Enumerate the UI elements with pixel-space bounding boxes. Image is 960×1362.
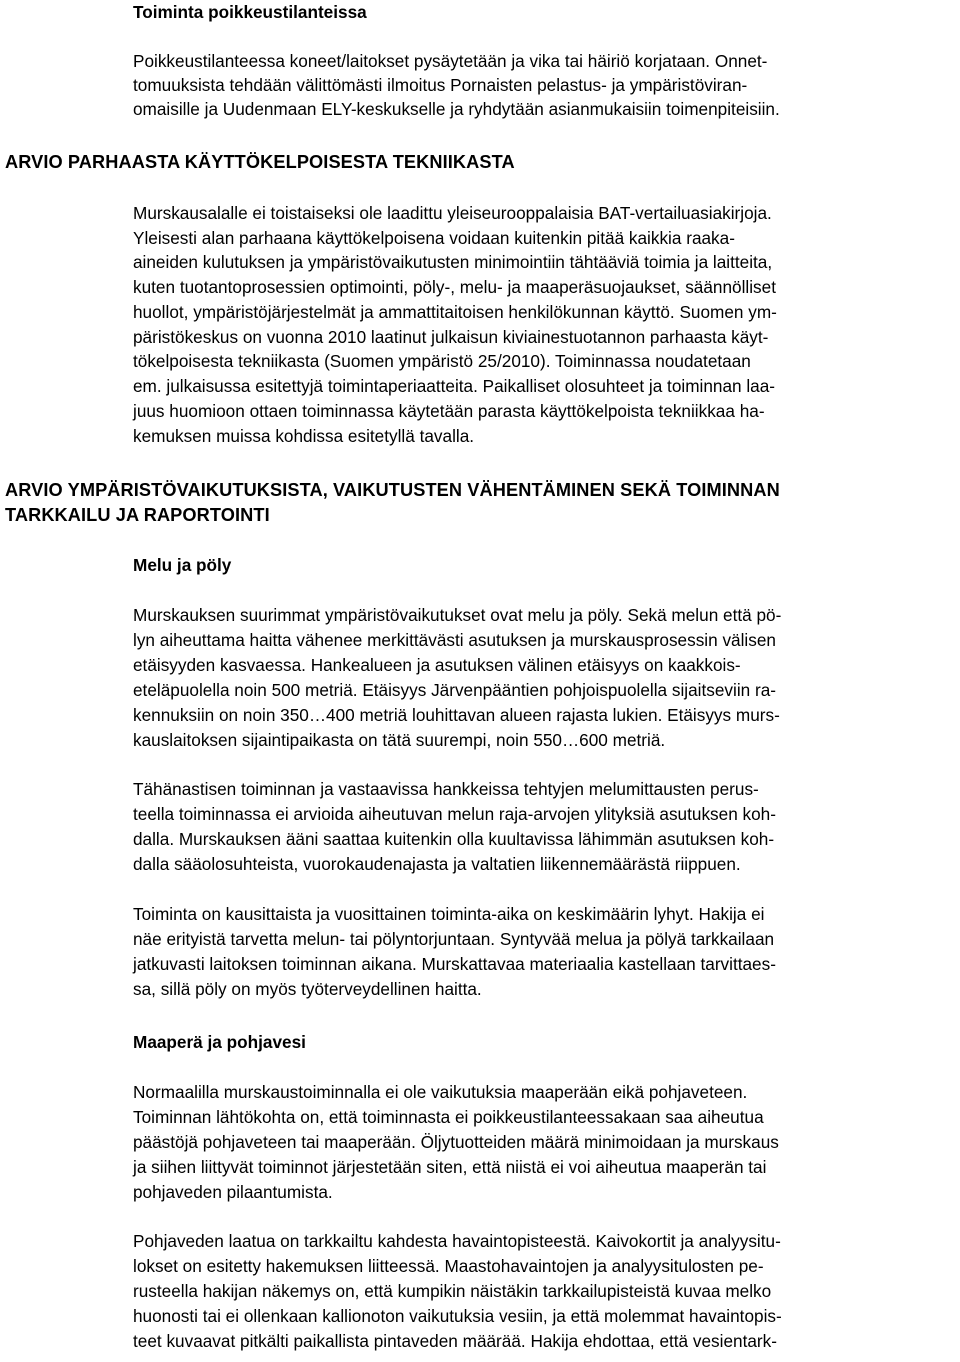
paragraph-line: Murskauksen suurimmat ympäristövaikutukset ovat melu ja pöly. Sekä melun että pö- [133,605,782,625]
paragraph-line: jatkuvasti laitoksen toiminnan aikana. Murskattavaa materiaalia kastellaan tarvittaes- [133,954,776,974]
paragraph-line: lokset on esitetty hakemuksen liitteessä. Maastohavaintojen ja analyysitulosten pe- [133,1256,764,1276]
subsection-heading-melu: Melu ja pöly [133,555,232,575]
paragraph-line: päristökeskus on vuonna 2010 laatinut julkaisun kiviainestuotannon parhaasta käyt- [133,327,769,347]
paragraph-line: Poikkeustilanteessa koneet/laitokset pysäytetään ja vika tai häiriö korjataan. Onnet- [133,51,768,71]
paragraph-line: Pohjaveden laatua on tarkkailtu kahdesta havaintopisteestä. Kaivokortit ja analyysitu- [133,1231,781,1251]
paragraph-line: päästöjä pohjaveteen tai maaperään. Öljytuotteiden määrä minimoidaan ja murskaus [133,1132,779,1152]
paragraph-line: dalla. Murskauksen ääni saattaa kuitenkin olla kuultavissa lähimmän asutuksen koh- [133,829,775,849]
paragraph-line: kauslaitoksen sijaintipaikasta on tätä suurempi, noin 550…600 metriä. [133,730,666,750]
paragraph-line: juus huomioon ottaen toiminnassa käytetään parasta käyttökelpoista tekniikkaa ha- [133,401,765,421]
paragraph-line: kennuksiin on noin 350…400 metriä louhittavan alueen rajasta lukien. Etäisyys murs- [133,705,780,725]
section-heading-bat: ARVIO PARHAASTA KÄYTTÖKELPOISESTA TEKNIIKASTA [5,152,515,172]
paragraph-line: Murskausalalle ei toistaiseksi ole laadittu yleiseurooppalaisia BAT-vertailuasiakirjoja. [133,203,772,223]
paragraph-line: kemuksen muissa kohdissa esitetyllä tavalla. [133,426,475,446]
section-heading-vaikutukset: ARVIO YMPÄRISTÖVAIKUTUKSISTA, VAIKUTUSTEN VÄHENTÄMINEN SEKÄ TOIMINNAN [5,480,780,500]
section-heading-vaikutukset-cont: TARKKAILU JA RAPORTOINTI [5,505,270,525]
paragraph-line: sa, sillä pöly on myös työterveydellinen haitta. [133,979,482,999]
paragraph-line: huonosti tai ei ollenkaan kallionoton vaikutuksia vesiin, ja että molemmat havaintopis- [133,1306,782,1326]
paragraph-line: kuten tuotantoprosessien optimointi, pöly-, melu- ja maaperäsuojaukset, säännölliset [133,277,776,297]
paragraph-line: tomuuksista tehdään välittömästi ilmoitus Pornaisten pelastus- ja ympäristöviran- [133,75,748,95]
subsection-heading-maapera: Maaperä ja pohjavesi [133,1032,306,1052]
paragraph-line: ja siihen liittyvät toiminnot järjestetään siten, että niistä ei voi aiheutua maaperän tai [133,1157,767,1177]
paragraph-line: pohjaveden pilaantumista. [133,1182,333,1202]
paragraph-line: Yleisesti alan parhaana käyttökelpoisena voidaan kuitenkin pitää kaikkia raaka- [133,228,735,248]
paragraph-line: aineiden kulutuksen ja ympäristövaikutusten minimointiin tähtääviä toimia ja laitteita, [133,252,773,272]
paragraph-line: dalla sääolosuhteista, vuorokaudenajasta ja valtatien liikennemäärästä riippuen. [133,854,741,874]
paragraph-line: tökelpoisesta tekniikasta (Suomen ympäristö 25/2010). Toiminnassa noudatetaan [133,351,751,371]
paragraph-line: Normaalilla murskaustoiminnalla ei ole vaikutuksia maaperään eikä pohjaveteen. [133,1082,748,1102]
paragraph-line: omaisille ja Uudenmaan ELY-keskukselle ja ryhdytään asianmukaisiin toimenpiteisiin. [133,99,780,119]
paragraph-line: eteläpuolella noin 500 metriä. Etäisyys Järvenpääntien pohjoispuolella sijaitseviin ra- [133,680,776,700]
paragraph-line: teella toiminnassa ei arvioida aiheutuvan melun raja-arvojen ylityksiä asutuksen koh- [133,804,776,824]
paragraph-line: Toiminta on kausittaista ja vuosittainen toiminta-aika on keskimäärin lyhyt. Hakija ei [133,904,765,924]
paragraph-line: Toiminnan lähtökohta on, että toiminnasta ei poikkeustilanteessakaan saa aiheutua [133,1107,764,1127]
paragraph-line: huollot, ympäristöjärjestelmät ja ammattitaitoisen henkilökunnan käyttö. Suomen ym- [133,302,777,322]
paragraph-line: em. julkaisussa esitettyjä toimintaperiaatteita. Paikalliset olosuhteet ja toiminnan laa- [133,376,775,396]
paragraph-line: rusteella hakijan näkemys on, että kumpikin näistäkin tarkkailupisteistä kuvaa melko [133,1281,772,1301]
paragraph-line: etäisyyden kasvaessa. Hankealueen ja asutuksen välinen etäisyys on kaakkois- [133,655,741,675]
paragraph-line: näe erityistä tarvetta melun- tai pölyntorjuntaan. Syntyvää melua ja pölyä tarkkailaan [133,929,775,949]
section-heading-poikkeustilanteet: Toiminta poikkeustilanteissa [133,2,367,22]
paragraph-line: Tähänastisen toiminnan ja vastaavissa hankkeissa tehtyjen melumittausten perus- [133,779,759,799]
paragraph-line: teet kuvaavat pitkälti paikallista pintaveden määrää. Hakija ehdottaa, että vesientark- [133,1331,777,1351]
paragraph-line: lyn aiheuttama haitta vähenee merkittävästi asutuksen ja murskausprosessin välisen [133,630,776,650]
